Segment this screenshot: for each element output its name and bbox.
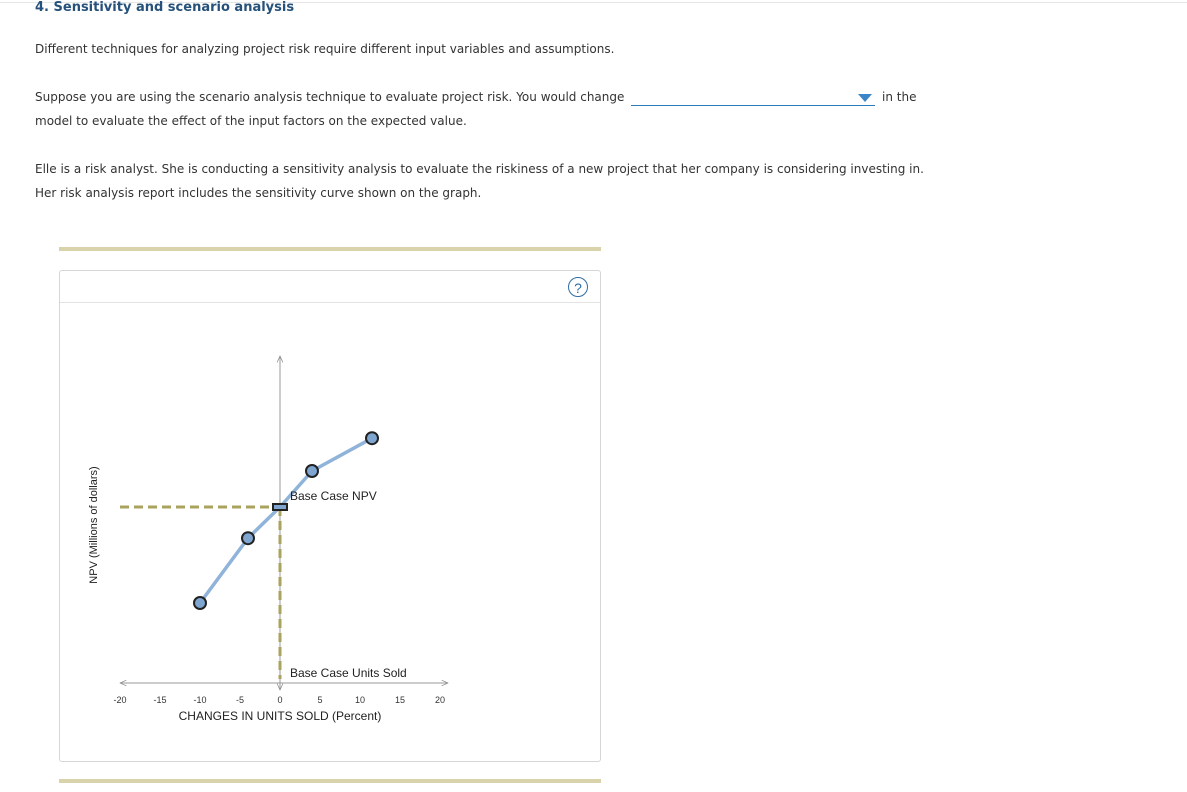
curve-point [194,597,206,609]
help-icon[interactable]: ? [568,277,588,297]
curve-point [366,432,378,444]
y-axis-title: NPV (Millions of dollars) [88,466,100,584]
x-tick-label: 0 [277,695,283,705]
x-tick-label: -15 [153,695,167,705]
base-case-point [273,504,287,510]
elle-text-line1: Elle is a risk analyst. She is conducting a sensitivity analysis to evaluate the riskiness of a new project that her company is considering investing in. [35,162,924,176]
x-tick-label: -5 [235,695,245,705]
x-tick-label: 15 [394,695,406,705]
x-tick-label: 20 [434,695,446,705]
x-tick-label: -10 [193,695,207,705]
scenario-text-line2: model to evaluate the effect of the input factors on the expected value. [35,114,467,128]
scenario-text-after: in the [882,90,917,104]
curve-point [306,465,318,477]
x-axis-title: CHANGES IN UNITS SOLD (Percent) [178,709,382,723]
curve-point [242,532,254,544]
x-tick-label: 5 [317,695,323,705]
x-tick-label: 10 [354,695,366,705]
x-tick-label: -20 [113,695,127,705]
sensitivity-curve [200,438,372,603]
base-case-npv-label: Base Case NPV [290,489,377,503]
question-title: 4. Sensitivity and scenario analysis [35,0,295,15]
scenario-text-line1: Suppose you are using the scenario analysis technique to evaluate project risk. You would change [35,90,625,104]
elle-text-line2: Her risk analysis report includes the sensitivity curve shown on the graph. [35,186,482,200]
intro-text: Different techniques for analyzing project risk require different input variables and assumptions. [35,42,615,56]
base-case-units-label: Base Case Units Sold [290,666,407,680]
